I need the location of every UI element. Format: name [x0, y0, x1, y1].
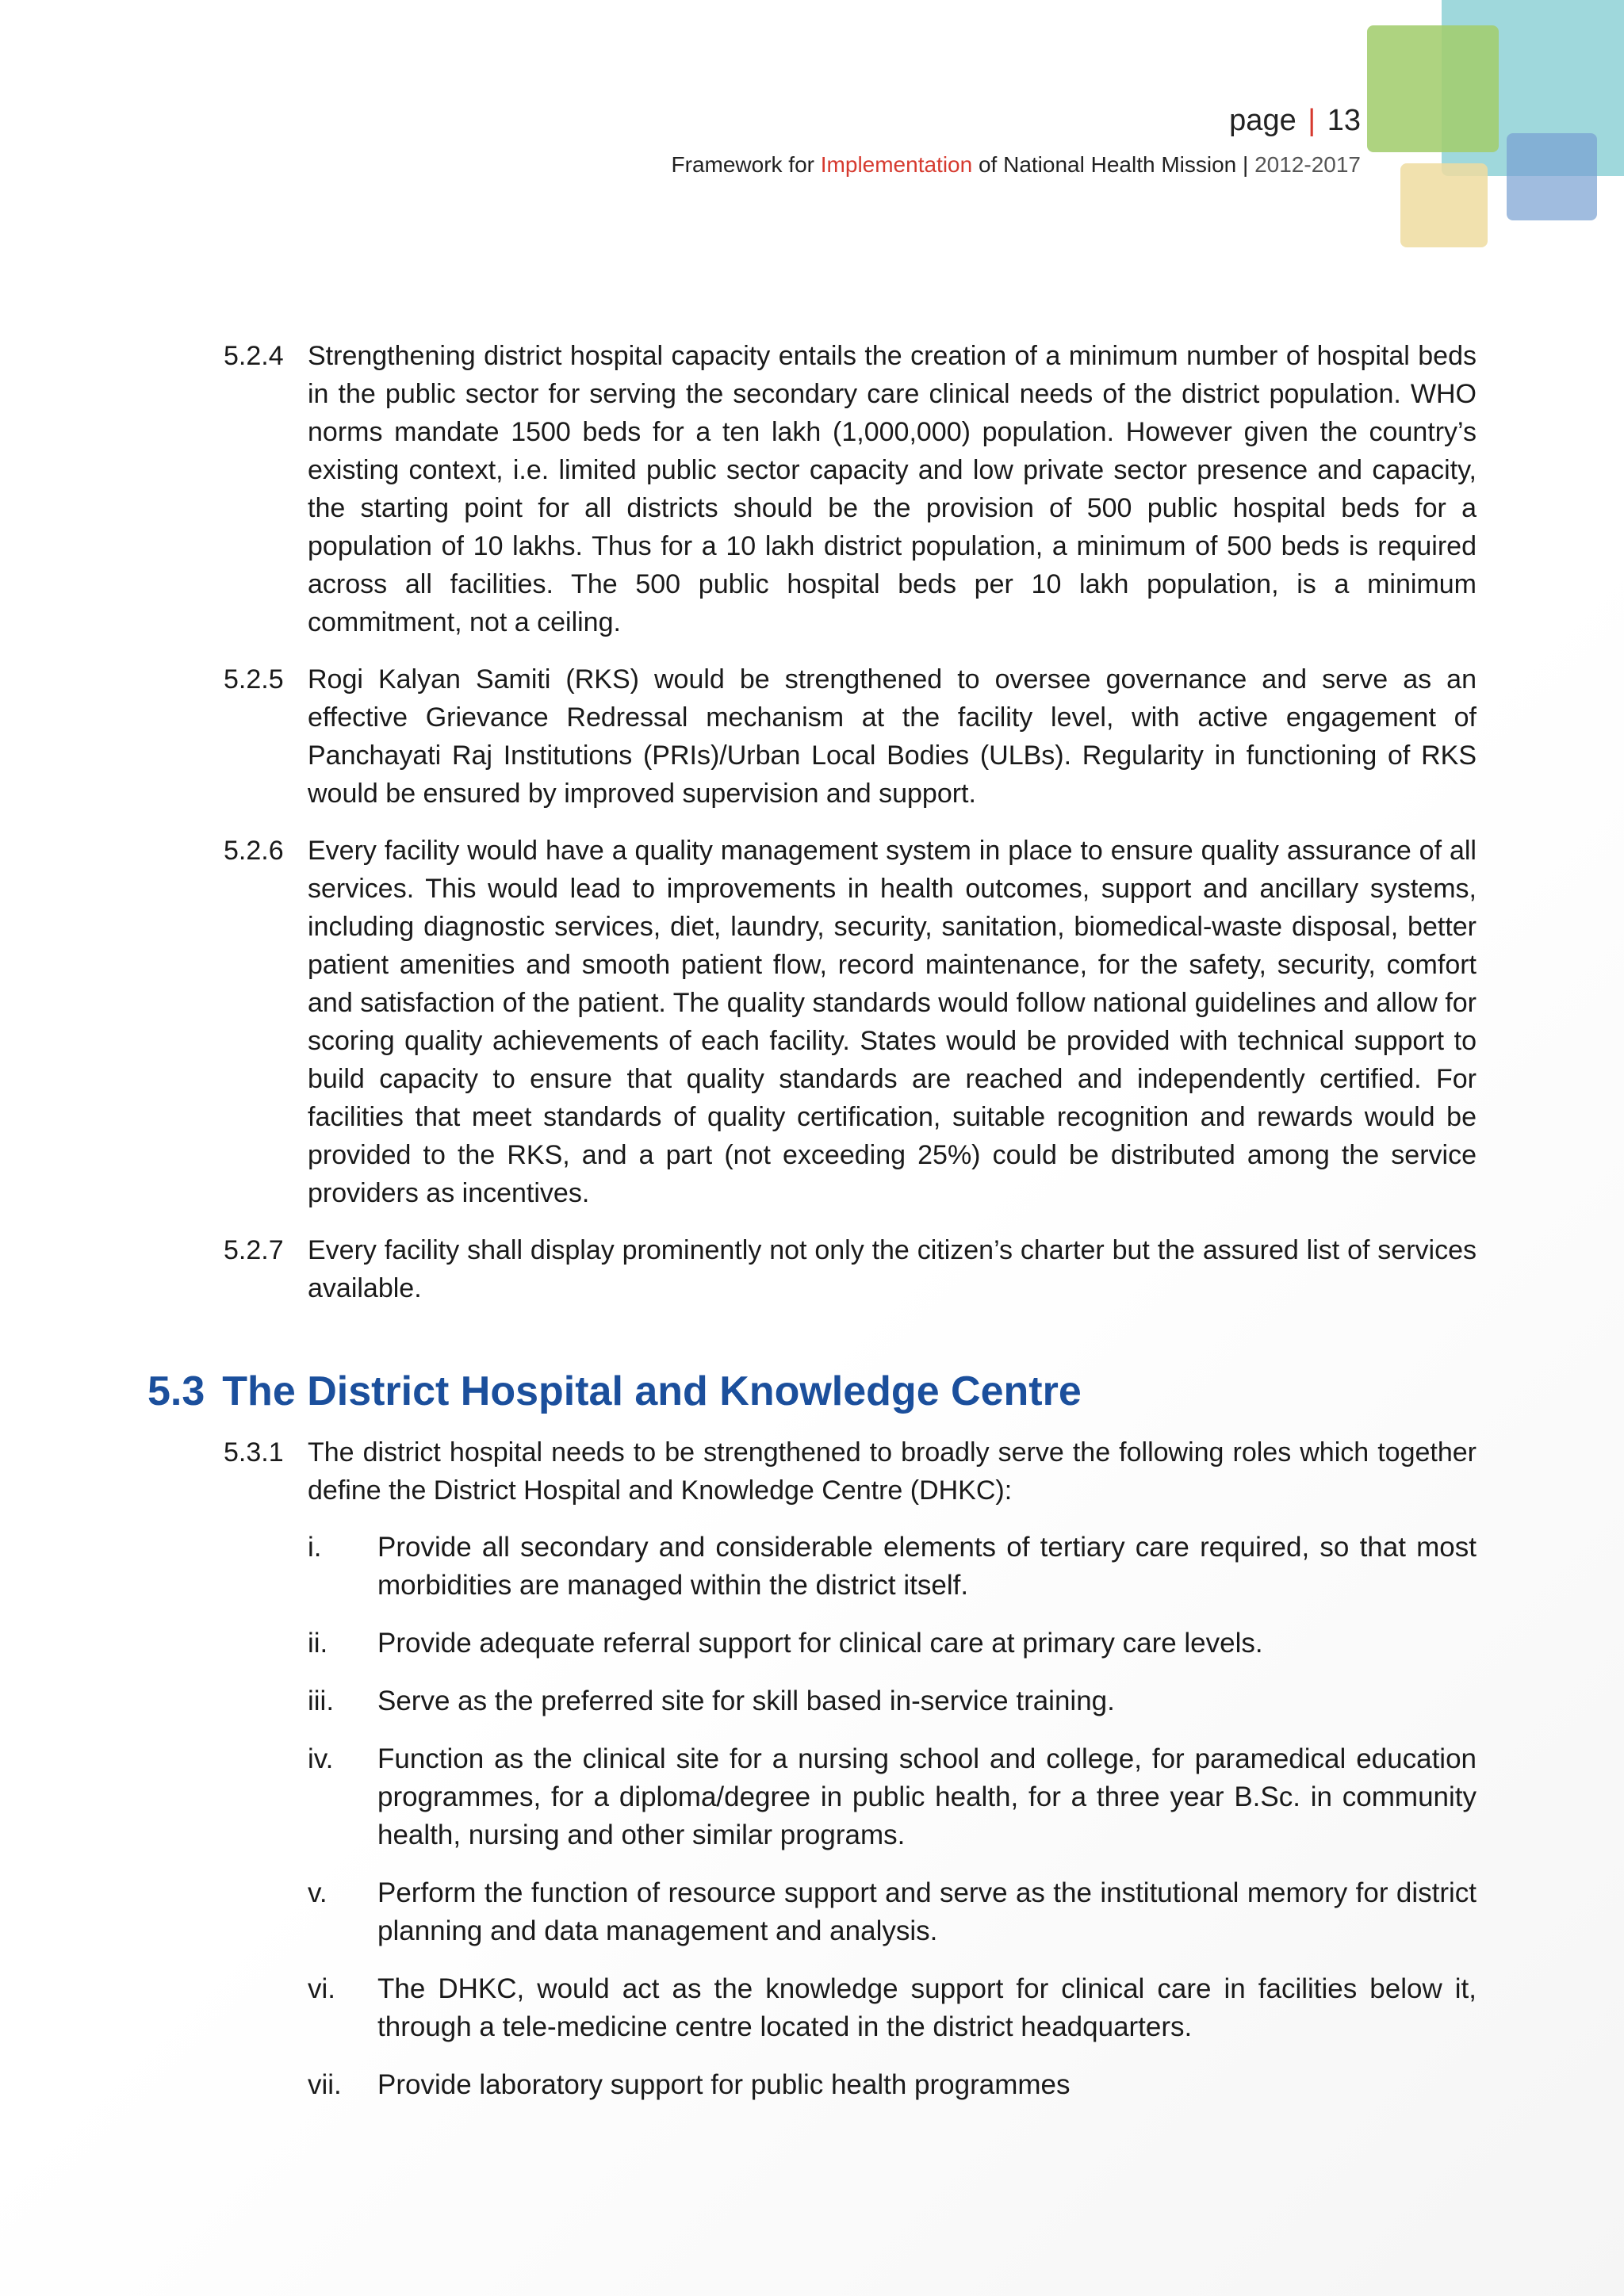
running-title-post: of National Health Mission: [972, 152, 1243, 177]
list-item: [308, 2066, 1477, 2104]
paragraph-number: 5.3.1: [224, 1437, 284, 1468]
list-item: [308, 1740, 1477, 1854]
section-heading-5-3: [147, 1365, 1082, 1418]
list-item-numeral: iv.: [308, 1743, 334, 1774]
paragraph-number: 5.2.5: [224, 664, 284, 695]
paragraph-text: Every facility would have a quality management system in place to ensure quality assurance of all services. This would lead to improvements in health outcomes, support and ancillary systems, including diagnostic services, diet, laundry, security, sanitation, biomedical-waste disposal, better patient amenities and smooth patient flow, record maintenance, for the safety, security, comfort and satisfaction of the patient. The quality standards would follow national guidelines and allow for scoring quality achievements of each facility. States would be provided with technical support to build capacity to ensure that quality standards are reached and independently certified. For facilities that meet standards of quality certification, suitable recognition and rewards would be provided to the RKS, and a part (not exceeding 25%) could be distributed among the service providers as incentives.: [308, 836, 1477, 1208]
list-item-text: Provide adequate referral support for clinical care at primary care levels.: [377, 1628, 1263, 1659]
page-number: 13: [1327, 104, 1361, 137]
list-item-numeral: iii.: [308, 1686, 335, 1716]
list-item: [308, 1874, 1477, 1950]
list-item-text: Provide laboratory support for public health programmes: [377, 2069, 1071, 2100]
list-item: [308, 1682, 1477, 1720]
list-item-text: Provide all secondary and considerable elements of tertiary care required, so that most morbidities are managed within the district itself.: [377, 1532, 1477, 1601]
section-5-2-paragraphs: [224, 337, 1477, 1326]
paragraph-text: The district hospital needs to be strengthened to broadly serve the following roles which together define the District Hospital and Knowledge Centre (DHKC):: [308, 1437, 1477, 1506]
decorative-square-blue: [1507, 133, 1597, 220]
paragraph-5-2-4: [224, 337, 1477, 641]
list-item-numeral: vii.: [308, 2069, 342, 2100]
page-label: page: [1229, 104, 1297, 137]
list-item-numeral: v.: [308, 1877, 327, 1908]
paragraph-text: Strengthening district hospital capacity entails the creation of a minimum number of hospital beds in the public sector for serving the secondary care clinical needs of the district population. WHO norms mandate 1500 beds for a ten lakh (1,000,000) population. However given the country’s existing context, i.e. limited public sector capacity and low private sector presence and capacity, the starting point for all districts should be the provision of 500 public hospital beds for a population of 10 lakhs. Thus for a 10 lakh district population, a minimum of 500 beds is required across all facilities. The 500 public hospital beds per 10 lakh population, is a minimum commitment, not a ceiling.: [308, 341, 1477, 637]
paragraph-number: 5.2.6: [224, 836, 284, 866]
paragraph-5-2-5: [224, 660, 1477, 813]
running-title-years: 2012-2017: [1248, 152, 1361, 177]
running-title: [672, 151, 1361, 179]
paragraph-5-3-1: [224, 1433, 1477, 1510]
section-number: 5.3: [147, 1368, 205, 1414]
running-title-pre: Framework for: [671, 152, 821, 177]
list-item-text: Serve as the preferred site for skill based in-service training.: [377, 1686, 1115, 1716]
running-title-highlight: Implementation: [820, 152, 973, 177]
running-title-separator: |: [1243, 152, 1249, 177]
list-item: [308, 1624, 1477, 1663]
list-item-text: The DHKC, would act as the knowledge support for clinical care in facilities below it, through a tele-medicine centre located in the district headquarters.: [377, 1973, 1477, 2042]
decorative-square-yellow: [1400, 163, 1488, 247]
list-item-numeral: ii.: [308, 1628, 328, 1659]
page-separator: |: [1308, 104, 1316, 137]
page-number-header: [1229, 101, 1361, 140]
paragraph-number: 5.2.4: [224, 341, 284, 371]
paragraph-number: 5.2.7: [224, 1235, 284, 1265]
paragraph-5-2-7: [224, 1231, 1477, 1307]
section-5-3-content: [224, 1433, 1477, 2124]
list-item-numeral: i.: [308, 1532, 322, 1563]
list-item-text: Function as the clinical site for a nursing school and college, for paramedical education programmes, for a diploma/degree in public health, for a three year B.Sc. in community health, nursing and other similar programs.: [377, 1743, 1477, 1850]
paragraph-text: Every facility shall display prominently not only the citizen’s charter but the assured list of services available.: [308, 1235, 1477, 1303]
decorative-square-green: [1367, 25, 1499, 152]
paragraph-text: Rogi Kalyan Samiti (RKS) would be strengthened to oversee governance and serve as an effective Grievance Redressal mechanism at the facility level, with active engagement of Panchayati Raj Institutions (PRIs)/Urban Local Bodies (ULBs). Regularity in functioning of RKS would be ensured by improved supervision and support.: [308, 664, 1477, 809]
list-item-numeral: vi.: [308, 1973, 335, 2004]
section-title: The District Hospital and Knowledge Centre: [222, 1368, 1082, 1414]
list-item: [308, 1970, 1477, 2046]
list-item: [308, 1529, 1477, 1605]
paragraph-5-2-6: [224, 832, 1477, 1212]
dhkc-roles-list: [308, 1529, 1477, 2104]
list-item-text: Perform the function of resource support and serve as the institutional memory for district planning and data management and analysis.: [377, 1877, 1477, 1946]
